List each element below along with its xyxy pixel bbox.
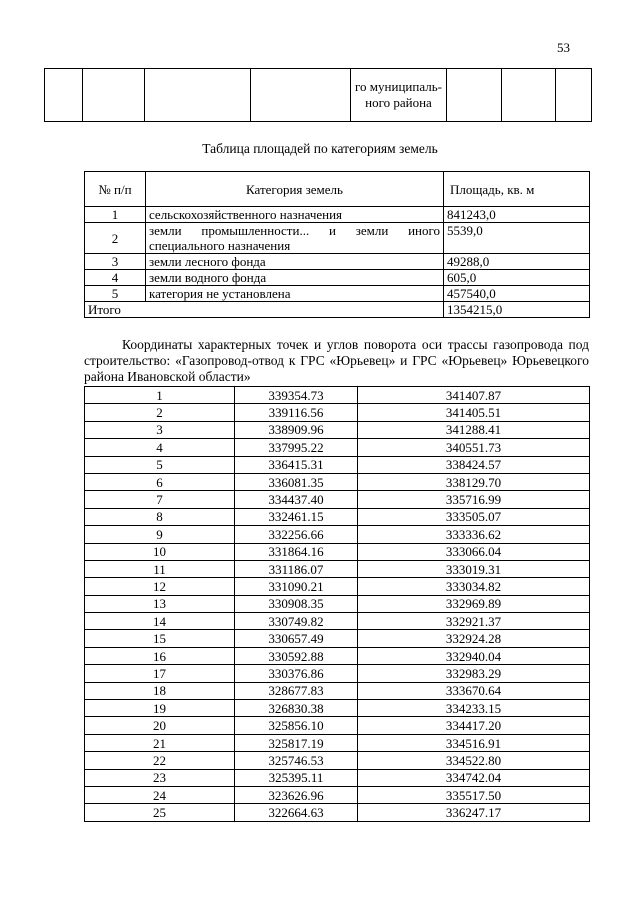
total-label: Итого xyxy=(85,302,444,318)
coordinate-row xyxy=(85,560,590,577)
coordinate-x: 325395.11 xyxy=(235,769,358,786)
table-row xyxy=(85,207,590,223)
coordinate-y: 341405.51 xyxy=(358,404,590,421)
table-row xyxy=(85,254,590,270)
coordinate-row xyxy=(85,439,590,456)
coordinate-x: 330657.49 xyxy=(235,630,358,647)
coordinate-row xyxy=(85,526,590,543)
coordinate-x: 334437.40 xyxy=(235,491,358,508)
point-number: 4 xyxy=(85,439,235,456)
coordinate-y: 336247.17 xyxy=(358,804,590,821)
coordinate-x: 336415.31 xyxy=(235,456,358,473)
coordinate-row xyxy=(85,752,590,769)
point-number: 2 xyxy=(85,404,235,421)
coordinate-y: 333066.04 xyxy=(358,543,590,560)
table-header-row xyxy=(85,172,590,207)
page-number: 53 xyxy=(557,40,570,55)
coordinates-table xyxy=(84,386,590,822)
coordinate-y: 333505.07 xyxy=(358,508,590,525)
coordinate-y: 341407.87 xyxy=(358,387,590,404)
point-number: 20 xyxy=(85,717,235,734)
coordinate-y: 332940.04 xyxy=(358,647,590,664)
table-cell xyxy=(145,69,251,122)
row-area: 841243,0 xyxy=(444,207,590,223)
row-category: категория не установлена xyxy=(146,286,444,302)
table-row xyxy=(85,223,590,254)
point-number: 16 xyxy=(85,647,235,664)
table-cell xyxy=(83,69,145,122)
coordinate-row xyxy=(85,682,590,699)
coordinate-y: 332969.89 xyxy=(358,595,590,612)
header-category: Категория земель xyxy=(146,172,444,207)
row-category: земли лесного фонда xyxy=(146,254,444,270)
coordinate-row xyxy=(85,647,590,664)
point-number: 18 xyxy=(85,682,235,699)
coordinate-x: 339354.73 xyxy=(235,387,358,404)
coordinate-row xyxy=(85,630,590,647)
row-area: 5539,0 xyxy=(444,223,590,254)
table-cell xyxy=(447,69,502,122)
coordinate-x: 338909.96 xyxy=(235,421,358,438)
coordinate-row xyxy=(85,769,590,786)
point-number: 17 xyxy=(85,665,235,682)
row-area: 605,0 xyxy=(444,270,590,286)
coordinate-y: 334742.04 xyxy=(358,769,590,786)
table-cell xyxy=(502,69,556,122)
coordinate-row xyxy=(85,578,590,595)
point-number: 3 xyxy=(85,421,235,438)
point-number: 15 xyxy=(85,630,235,647)
point-number: 8 xyxy=(85,508,235,525)
coordinate-y: 335716.99 xyxy=(358,491,590,508)
point-number: 1 xyxy=(85,387,235,404)
coordinate-x: 330908.35 xyxy=(235,595,358,612)
row-area: 457540,0 xyxy=(444,286,590,302)
point-number: 12 xyxy=(85,578,235,595)
coordinate-row xyxy=(85,804,590,821)
coordinate-y: 334233.15 xyxy=(358,700,590,717)
coordinate-y: 333336.62 xyxy=(358,526,590,543)
header-num: № п/п xyxy=(85,172,146,207)
coordinate-row xyxy=(85,717,590,734)
point-number: 23 xyxy=(85,769,235,786)
coordinate-x: 330376.86 xyxy=(235,665,358,682)
coordinate-row xyxy=(85,491,590,508)
coordinate-y: 338424.57 xyxy=(358,456,590,473)
coordinate-y: 332983.29 xyxy=(358,665,590,682)
table-cell xyxy=(556,69,592,122)
row-num: 4 xyxy=(85,270,146,286)
coordinate-row xyxy=(85,734,590,751)
coordinate-x: 325856.10 xyxy=(235,717,358,734)
coordinate-y: 338129.70 xyxy=(358,473,590,490)
coordinate-row xyxy=(85,665,590,682)
coordinate-y: 341288.41 xyxy=(358,421,590,438)
coordinates-intro: Координаты характерных точек и углов поворота оси трассы газопровода под строительство: «Газопровод-отвод к ГРС «Юрьевец» и ГРС «Юрьевец» Юрьевецкого района Ивановской области» xyxy=(84,337,589,384)
row-category: земли водного фонда xyxy=(146,270,444,286)
row-num: 5 xyxy=(85,286,146,302)
coordinate-row xyxy=(85,508,590,525)
table-row xyxy=(85,286,590,302)
coordinate-row xyxy=(85,543,590,560)
point-number: 13 xyxy=(85,595,235,612)
coordinate-y: 332924.28 xyxy=(358,630,590,647)
coordinate-row xyxy=(85,404,590,421)
row-num: 3 xyxy=(85,254,146,270)
coordinate-y: 334417.20 xyxy=(358,717,590,734)
coordinate-x: 331090.21 xyxy=(235,578,358,595)
coordinate-row xyxy=(85,387,590,404)
coordinate-y: 333019.31 xyxy=(358,560,590,577)
row-num: 2 xyxy=(85,223,146,254)
coordinate-x: 337995.22 xyxy=(235,439,358,456)
point-number: 22 xyxy=(85,752,235,769)
coordinate-row xyxy=(85,421,590,438)
coordinate-x: 325746.53 xyxy=(235,752,358,769)
table-cell xyxy=(45,69,83,122)
coordinate-row xyxy=(85,613,590,630)
total-area: 1354215,0 xyxy=(444,302,590,318)
point-number: 24 xyxy=(85,786,235,803)
coordinate-x: 330749.82 xyxy=(235,613,358,630)
row-num: 1 xyxy=(85,207,146,223)
coordinate-y: 333034.82 xyxy=(358,578,590,595)
row-category: сельскохозяйственного назначения xyxy=(146,207,444,223)
point-number: 25 xyxy=(85,804,235,821)
table-row xyxy=(45,69,592,122)
coordinate-x: 326830.38 xyxy=(235,700,358,717)
header-area: Площадь, кв. м xyxy=(444,172,590,207)
point-number: 11 xyxy=(85,560,235,577)
point-number: 14 xyxy=(85,613,235,630)
coordinate-x: 328677.83 xyxy=(235,682,358,699)
coordinate-y: 334516.91 xyxy=(358,734,590,751)
coordinate-row xyxy=(85,786,590,803)
point-number: 21 xyxy=(85,734,235,751)
row-area: 49288,0 xyxy=(444,254,590,270)
coordinate-row xyxy=(85,456,590,473)
coordinate-x: 330592.88 xyxy=(235,647,358,664)
coordinate-x: 332461.15 xyxy=(235,508,358,525)
coordinate-row xyxy=(85,700,590,717)
point-number: 9 xyxy=(85,526,235,543)
coordinate-row xyxy=(85,595,590,612)
coordinate-x: 331864.16 xyxy=(235,543,358,560)
coordinate-x: 339116.56 xyxy=(235,404,358,421)
coordinate-row xyxy=(85,473,590,490)
table-cell xyxy=(251,69,351,122)
table-caption: Таблица площадей по категориям земель xyxy=(202,141,438,156)
point-number: 6 xyxy=(85,473,235,490)
point-number: 7 xyxy=(85,491,235,508)
coordinate-x: 322664.63 xyxy=(235,804,358,821)
coordinate-x: 336081.35 xyxy=(235,473,358,490)
table-row xyxy=(85,270,590,286)
coordinate-x: 332256.66 xyxy=(235,526,358,543)
continued-table-fragment xyxy=(44,68,592,122)
point-number: 5 xyxy=(85,456,235,473)
point-number: 10 xyxy=(85,543,235,560)
coordinate-y: 340551.73 xyxy=(358,439,590,456)
coordinate-y: 333670.64 xyxy=(358,682,590,699)
coordinate-y: 334522.80 xyxy=(358,752,590,769)
point-number: 19 xyxy=(85,700,235,717)
row-category: земли промышленности... и земли иного специального назначения xyxy=(146,223,444,254)
table-cell: го муниципаль-ного района xyxy=(351,69,447,122)
land-category-table xyxy=(84,171,590,318)
table-total-row xyxy=(85,302,590,318)
coordinate-y: 332921.37 xyxy=(358,613,590,630)
coordinate-x: 331186.07 xyxy=(235,560,358,577)
coordinate-y: 335517.50 xyxy=(358,786,590,803)
coordinate-x: 323626.96 xyxy=(235,786,358,803)
coordinate-x: 325817.19 xyxy=(235,734,358,751)
